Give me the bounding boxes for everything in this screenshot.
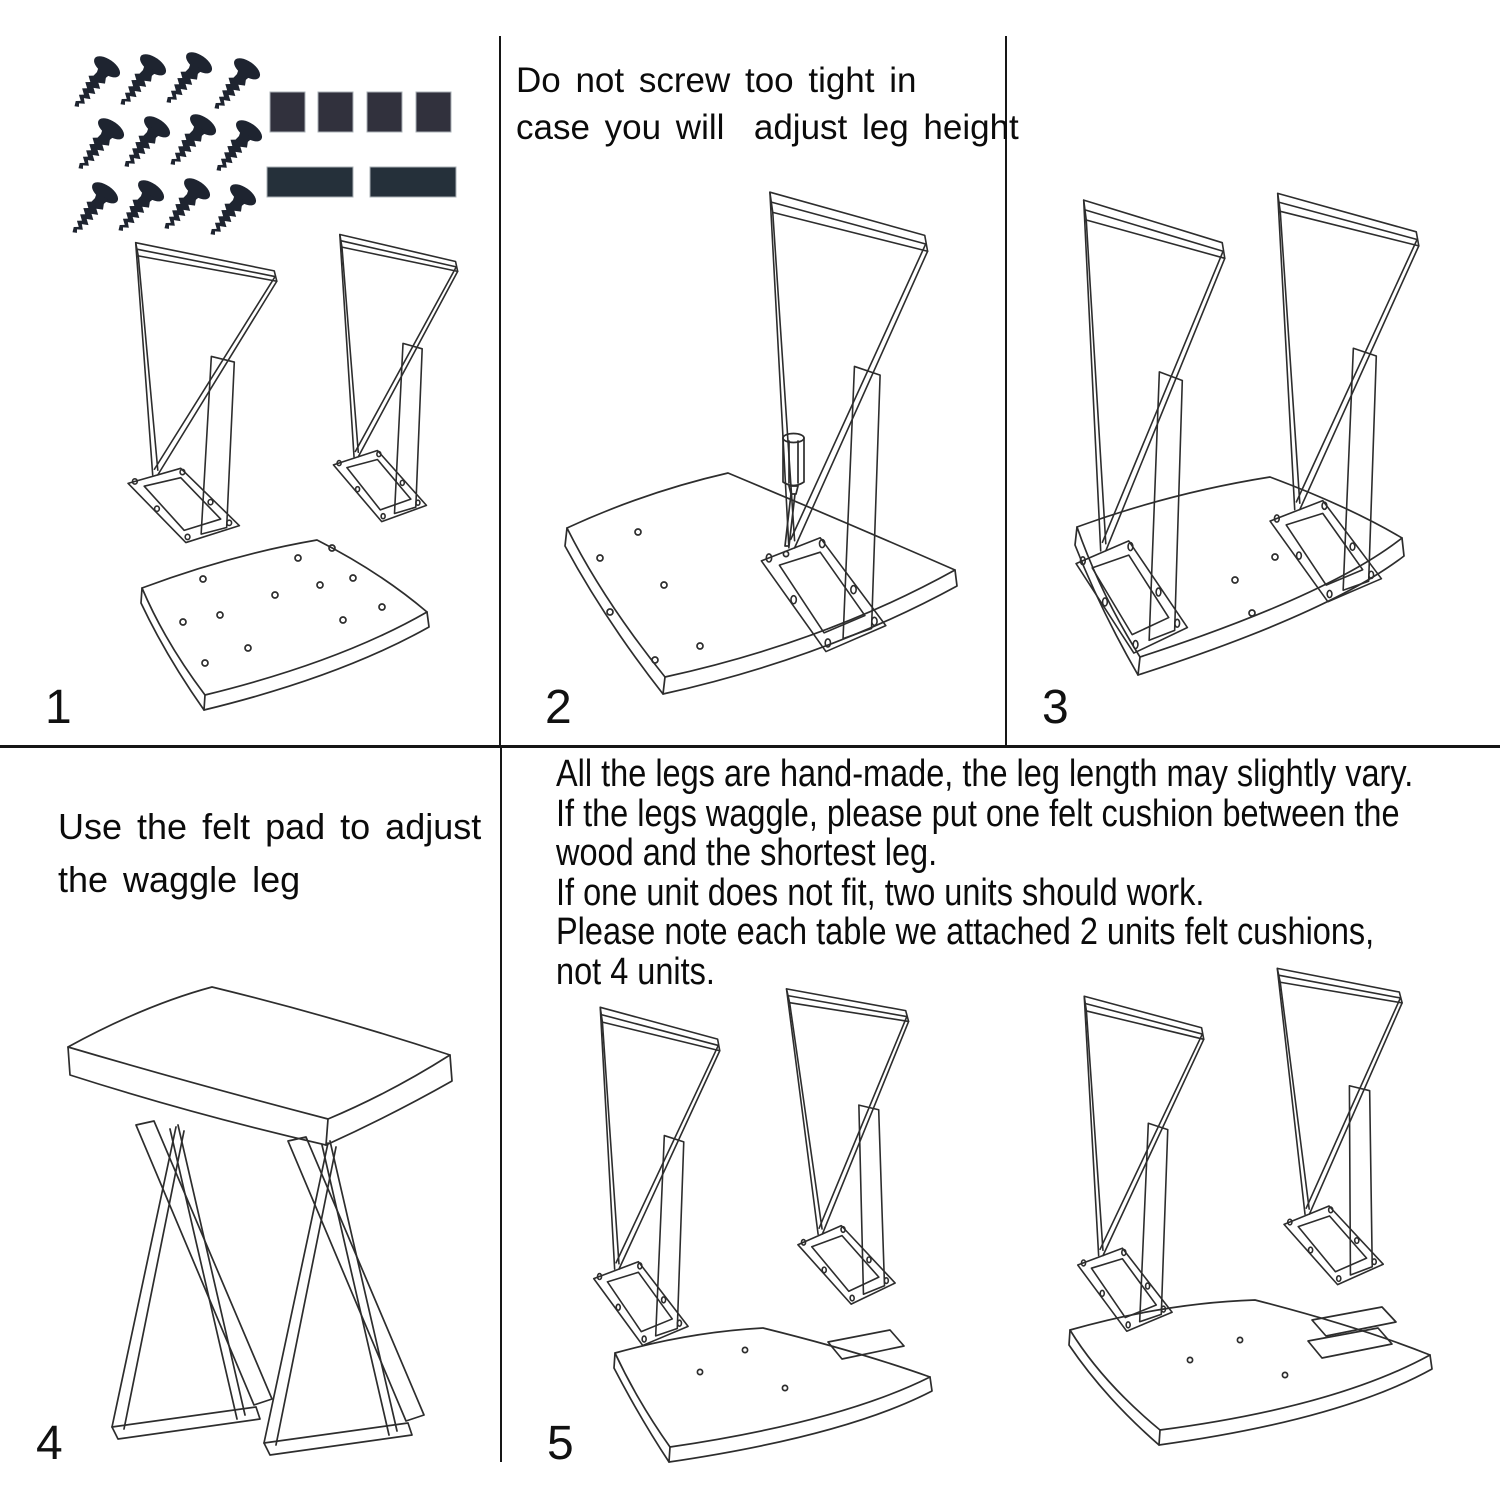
- screw-icon: [202, 180, 260, 245]
- note-line: not 4 units.: [556, 950, 715, 993]
- felt-pads-group: [267, 92, 456, 197]
- panel-5-number: 5: [547, 1417, 574, 1470]
- table-leg-illustration: [594, 1007, 720, 1345]
- note-line: All the legs are hand-made, the leg length may slightly vary.: [556, 753, 1414, 795]
- panel-3-number: 3: [1042, 681, 1069, 734]
- attach-first-leg-illustration: [515, 180, 985, 700]
- screw-icon: [112, 50, 170, 115]
- screw-icon: [110, 176, 168, 241]
- caption-line: case you will adjust leg height: [516, 108, 1019, 147]
- note-line: If the legs waggle, please put one felt cushion between the: [556, 792, 1400, 835]
- table-leg-illustration: [1270, 193, 1419, 601]
- two-felt-cushions-illustration: [1040, 975, 1460, 1455]
- caption-line: Do not screw too tight in: [516, 61, 917, 100]
- felt-rect-pad: [370, 167, 456, 197]
- screw-icon: [162, 110, 220, 175]
- caption-line: the waggle leg: [58, 859, 301, 900]
- felt-cushion-bottom: [1308, 1328, 1392, 1358]
- screw-icon: [116, 112, 174, 177]
- note-line: Please note each table we attached 2 units felt cushions,: [556, 911, 1375, 953]
- lifted-table-leg-illustration: [1271, 962, 1417, 1287]
- panel-2-number: 2: [545, 681, 572, 734]
- felt-cushion: [828, 1330, 904, 1359]
- screw-icon: [156, 174, 214, 239]
- panel-4-caption: [58, 800, 481, 906]
- table-top-illustration: [1069, 1300, 1432, 1445]
- felt-square-pad: [416, 92, 451, 132]
- note-line: wood and the shortest leg.: [556, 832, 938, 874]
- table-leg-illustration: [264, 1137, 424, 1455]
- divider-vertical-1: [499, 36, 501, 746]
- screw-icon: [158, 48, 216, 113]
- screws-group: [64, 48, 266, 245]
- both-legs-attached-illustration: [1020, 185, 1490, 700]
- screw-icon: [66, 52, 124, 117]
- lifted-table-leg-illustration: [780, 981, 928, 1308]
- note-line: If one unit does not fit, two units should work.: [556, 871, 1205, 914]
- screw-icon: [206, 54, 264, 119]
- table-top-illustration: [565, 473, 957, 694]
- table-leg-illustration: [333, 235, 457, 522]
- felt-square-pad: [367, 92, 402, 132]
- caption-line: Use the felt pad to adjust: [58, 806, 482, 847]
- assembled-table-illustration: [30, 975, 480, 1455]
- one-felt-cushion-illustration: [560, 990, 955, 1460]
- table-leg-illustration: [1078, 996, 1204, 1331]
- table-top-illustration: [614, 1328, 932, 1462]
- parts-overview-illustration: [40, 50, 480, 715]
- panel-2-caption: [516, 57, 1019, 151]
- table-top-illustration: [141, 540, 429, 710]
- panel-5-note: [556, 755, 1413, 992]
- table-leg-illustration: [128, 243, 277, 543]
- table-leg-illustration: [1076, 200, 1225, 653]
- panel-1-number: 1: [45, 681, 72, 734]
- felt-square-pad: [270, 92, 305, 132]
- table-leg-illustration: [761, 192, 927, 651]
- divider-vertical-3: [500, 748, 502, 1462]
- panel-4-number: 4: [36, 1417, 63, 1470]
- screw-icon: [208, 116, 266, 181]
- table-leg-illustration: [112, 1121, 272, 1439]
- divider-horizontal: [0, 745, 1500, 748]
- screw-icon: [70, 114, 128, 179]
- felt-square-pad: [318, 92, 353, 132]
- table-top-illustration: [68, 987, 452, 1145]
- felt-rect-pad: [267, 167, 353, 197]
- screw-icon: [64, 178, 122, 243]
